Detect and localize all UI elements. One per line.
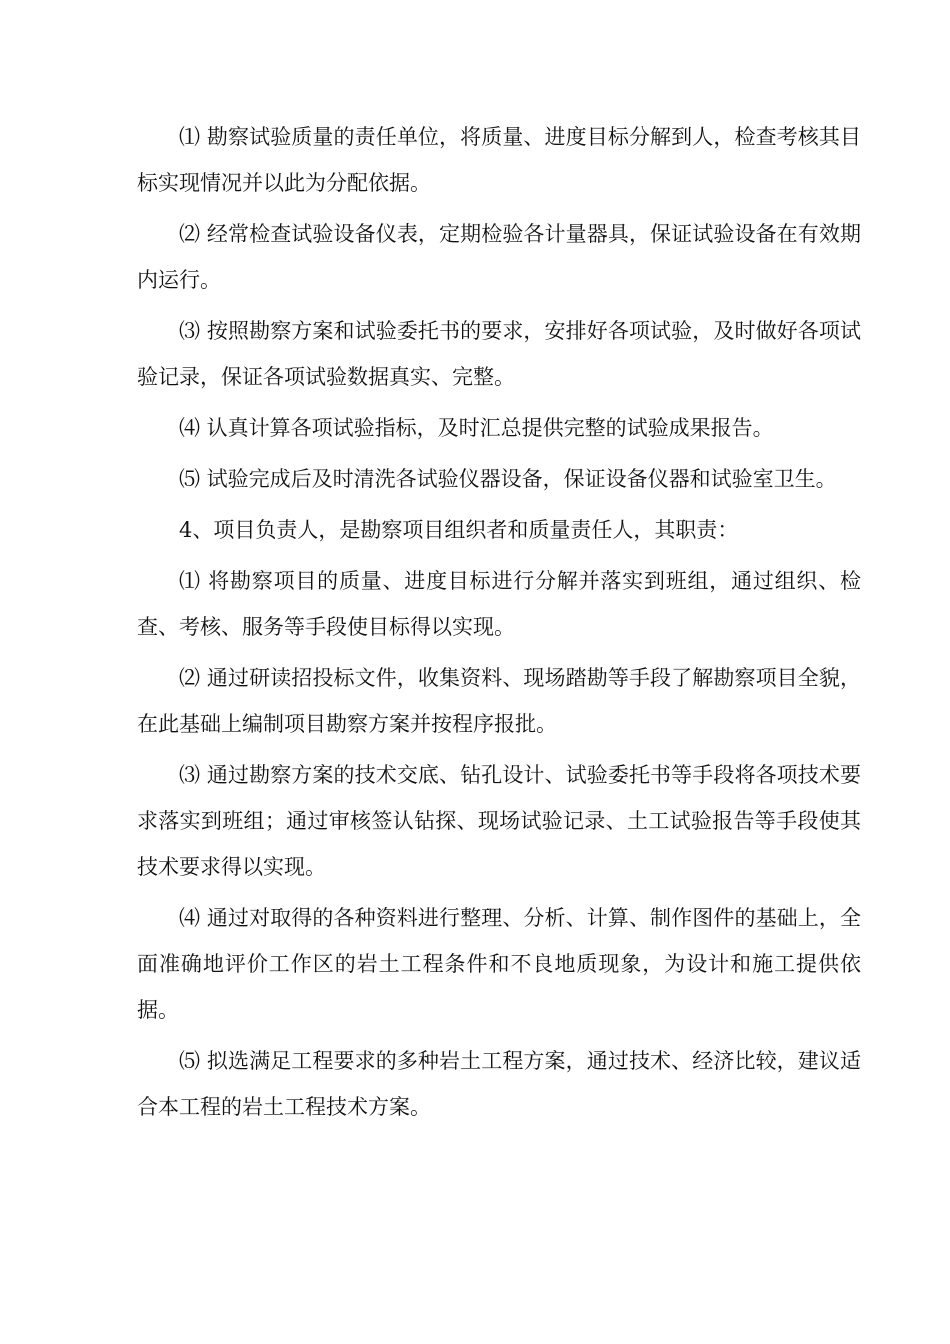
paragraph-10: ⑸ 拟选满足工程要求的多种岩土工程方案，通过技术、经济比较，建议适合本工程的岩土工程技术方案。 xyxy=(137,1049,861,1119)
paragraph-8: ⑶ 通过勘察方案的技术交底、钻孔设计、试验委托书等手段将各项技术要求落实到班组；通过审核签认钻探、现场试验记录、土工试验报告等手段使其技术要求得以实现。 xyxy=(137,763,861,879)
document-body xyxy=(137,114,861,1135)
paragraph-9: ⑷ 通过对取得的各种资料进行整理、分析、计算、制作图件的基础上，全面准确地评价工作区的岩土工程条件和不良地质现象，为设计和施工提供依据。 xyxy=(137,906,861,1022)
paragraph-2: ⑵ 经常检查试验设备仪表，定期检验各计量器具，保证试验设备在有效期内运行。 xyxy=(137,222,861,292)
paragraph-7: ⑵ 通过研读招投标文件，收集资料、现场踏勘等手段了解勘察项目全貌，在此基础上编制项目勘察方案并按程序报批。 xyxy=(137,666,861,736)
paragraph-5: ⑸ 试验完成后及时清洗各试验仪器设备，保证设备仪器和试验室卫生。 xyxy=(179,467,837,491)
paragraph-6: ⑴ 将勘察项目的质量、进度目标进行分解并落实到班组，通过组织、检查、考核、服务等手段使目标得以实现。 xyxy=(137,569,861,639)
paragraph-1: ⑴ 勘察试验质量的责任单位，将质量、进度目标分解到人，检查考核其目标实现情况并以此为分配依据。 xyxy=(137,125,861,195)
paragraph-3: ⑶ 按照勘察方案和试验委托书的要求，安排好各项试验，及时做好各项试验记录，保证各项试验数据真实、完整。 xyxy=(137,319,861,389)
section-heading-4: 4、项目负责人，是勘察项目组织者和质量责任人，其职责： xyxy=(179,518,739,542)
paragraph-4: ⑷ 认真计算各项试验指标，及时汇总提供完整的试验成果报告。 xyxy=(179,416,774,440)
